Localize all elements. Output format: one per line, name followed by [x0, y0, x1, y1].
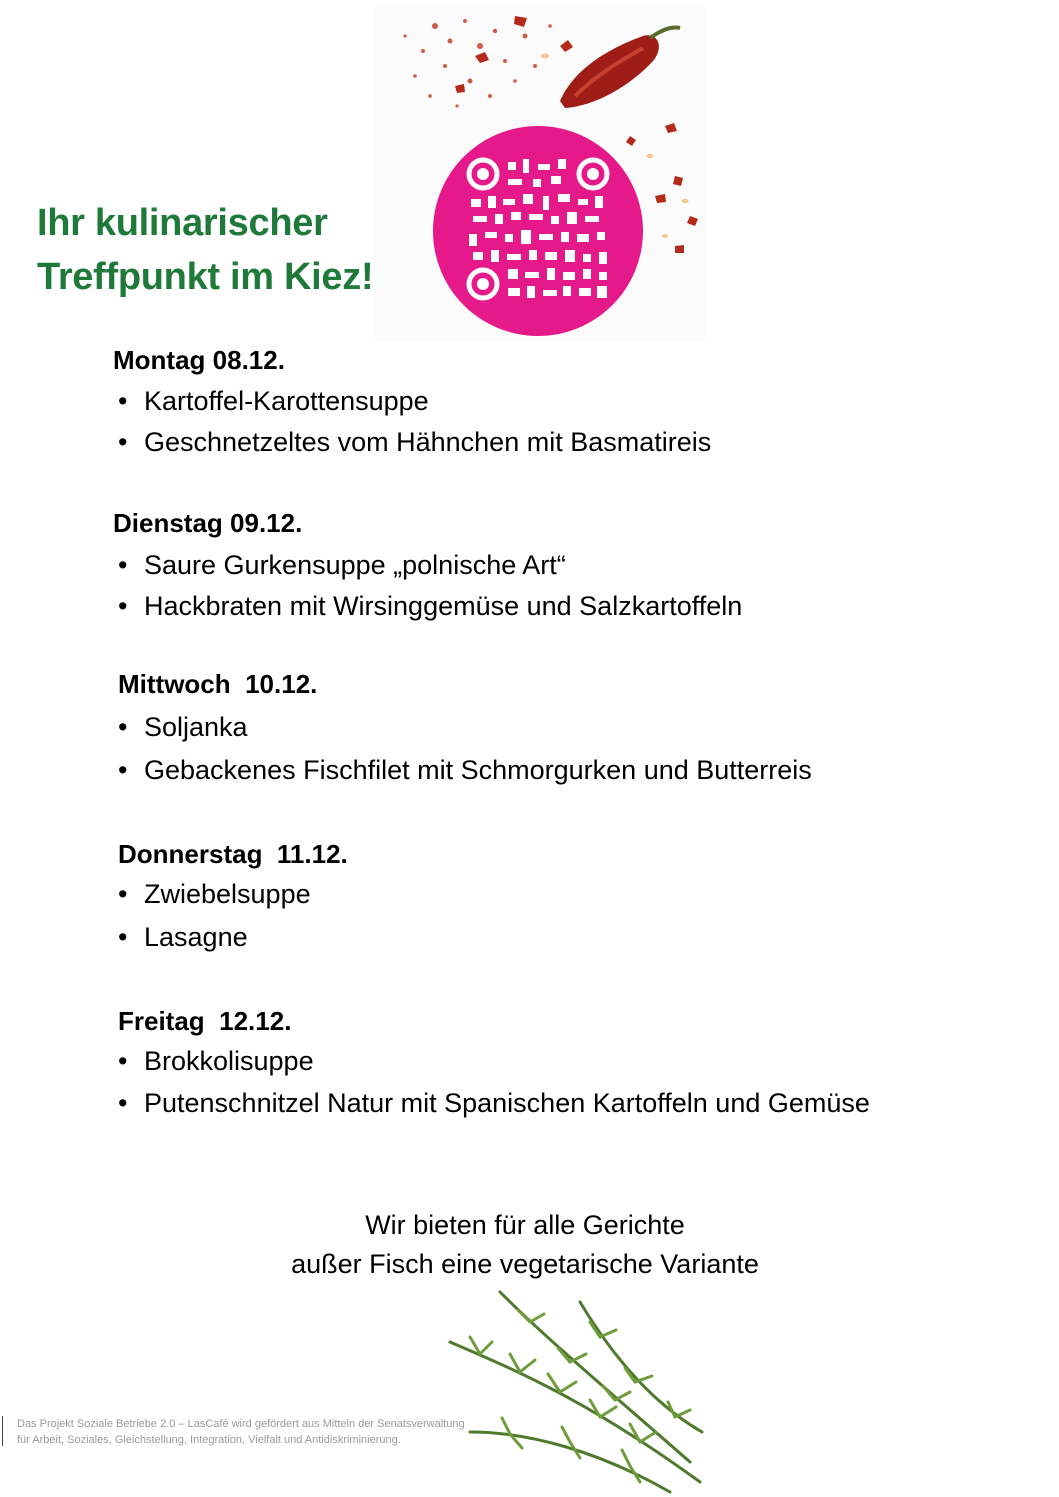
vegetarian-note-line-2: außer Fisch eine vegetarische Variante — [291, 1249, 759, 1279]
funding-footer — [17, 1416, 465, 1448]
rosemary-illustration — [440, 1282, 706, 1497]
day-heading-thursday: Donnerstag 11.12. — [118, 839, 348, 869]
bullet: • — [118, 1088, 128, 1118]
dish-label: Brokkolisuppe — [144, 1046, 314, 1076]
funding-footer-line-1: Das Projekt Soziale Betriebe 2.0 – LasCafé wird gefördert aus Mitteln der Senatsverwaltung — [17, 1418, 465, 1430]
day-heading-tuesday: Dienstag 09.12. — [113, 508, 303, 538]
vegetarian-note — [230, 1206, 820, 1284]
dish-label: Saure Gurkensuppe „polnische Art“ — [144, 550, 566, 580]
bullet: • — [118, 922, 128, 952]
bullet: • — [118, 755, 128, 785]
dish-item — [118, 753, 812, 787]
dish-label: Kartoffel-Karottensuppe — [144, 386, 429, 416]
headline-line-1: Ihr kulinarischer — [37, 202, 328, 244]
dish-item — [118, 425, 711, 459]
dish-label: Gebackenes Fischfilet mit Schmorgurken und Butterreis — [144, 755, 812, 785]
funding-footer-line-2: für Arbeit, Soziales, Gleichstellung, Integration, Vielfalt und Antidiskriminierung. — [17, 1434, 401, 1446]
day-heading-wednesday: Mittwoch 10.12. — [118, 669, 318, 699]
headline-line-2: Treffpunkt im Kiez! — [37, 256, 374, 298]
dish-label: Zwiebelsuppe — [144, 879, 311, 909]
headline — [37, 196, 373, 304]
bullet: • — [118, 879, 128, 909]
dish-label: Hackbraten mit Wirsinggemüse und Salzkartoffeln — [144, 591, 743, 621]
dish-item — [118, 548, 566, 582]
bullet: • — [118, 427, 128, 457]
dish-label: Lasagne — [144, 922, 248, 952]
bullet: • — [118, 591, 128, 621]
dish-item — [118, 1044, 314, 1078]
qr-code-badge[interactable] — [433, 126, 643, 336]
vegetarian-note-line-1: Wir bieten für alle Gerichte — [365, 1210, 685, 1240]
bullet: • — [118, 1046, 128, 1076]
bullet: • — [118, 712, 128, 742]
dish-label: Soljanka — [144, 712, 248, 742]
dish-item — [118, 1086, 870, 1120]
dish-item — [118, 384, 429, 418]
day-heading-friday: Freitag 12.12. — [118, 1006, 292, 1036]
dish-item — [118, 877, 311, 911]
bullet: • — [118, 550, 128, 580]
dish-item — [118, 920, 248, 954]
qr-code-icon — [463, 154, 613, 304]
dish-item — [118, 710, 248, 744]
bullet: • — [118, 386, 128, 416]
day-heading-monday: Montag 08.12. — [113, 345, 285, 375]
footer-divider — [2, 1416, 3, 1446]
dish-item — [118, 589, 742, 623]
dish-label: Putenschnitzel Natur mit Spanischen Kartoffeln und Gemüse — [144, 1088, 870, 1118]
dish-label: Geschnetzeltes vom Hähnchen mit Basmatireis — [144, 427, 712, 457]
